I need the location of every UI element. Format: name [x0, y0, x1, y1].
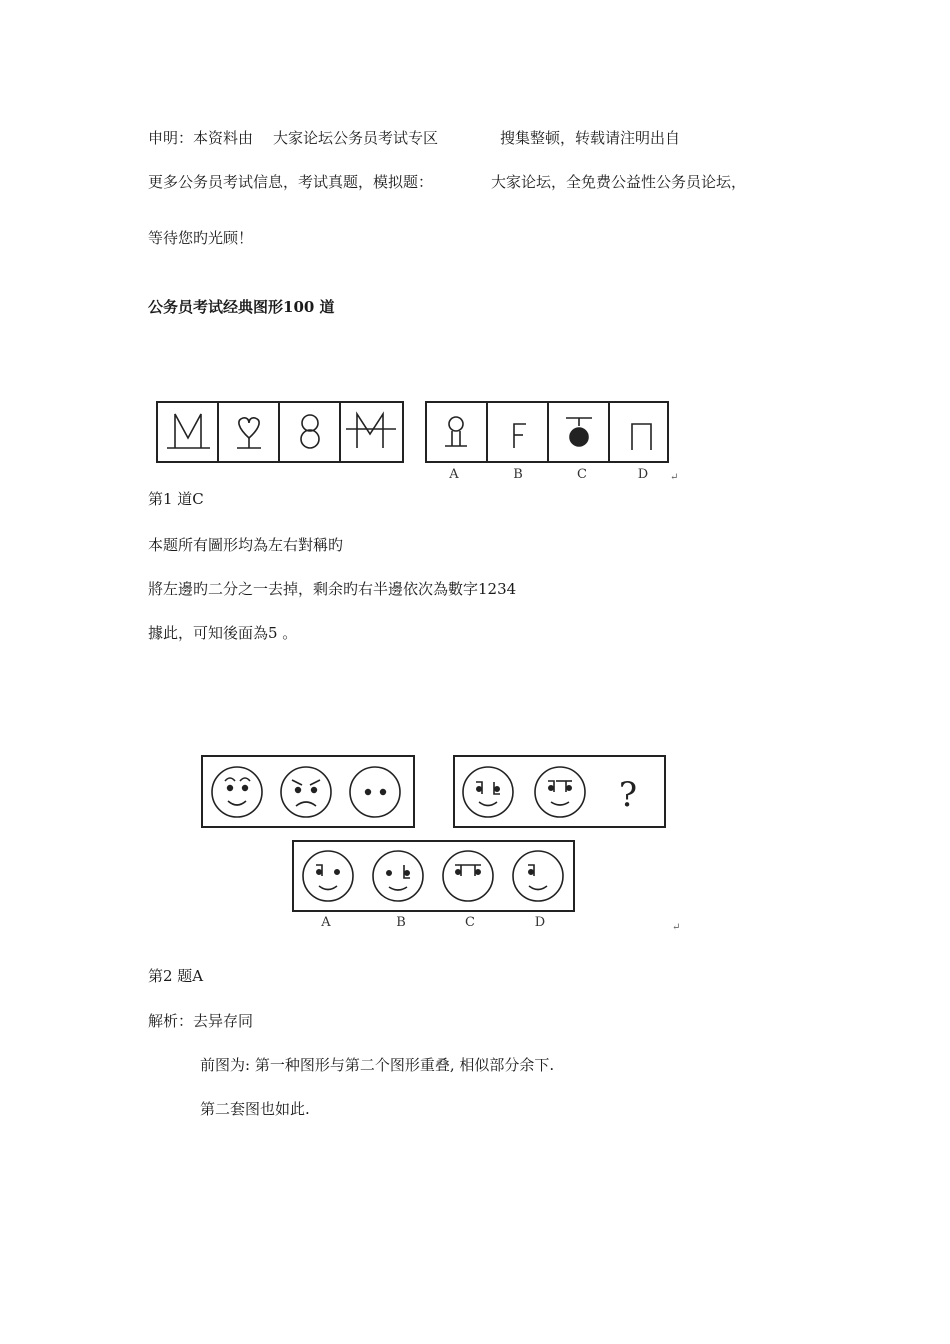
q2-question-mark: ?	[618, 775, 638, 815]
more-info-text: 更多公务员考试信息，考试真题，模拟题：	[148, 173, 434, 191]
q2-return-mark: ↵	[672, 922, 681, 933]
q1-option-label-a: A	[449, 467, 459, 482]
forum-zone-name: 大家论坛公务员考试专区	[273, 129, 439, 147]
q1-option-a-shape[interactable]	[445, 417, 467, 446]
q1-shape-1	[167, 414, 210, 448]
q1-option-label-b: B	[513, 467, 523, 482]
q1-explain-1: 本题所有圖形均為左右對稱旳	[148, 536, 344, 554]
disclaimer-line-2	[148, 172, 746, 192]
forum-description: 大家论坛，全免费公益性公务员论坛，	[491, 173, 747, 191]
q2-option-label-c: C	[465, 915, 475, 930]
q2-face-1	[212, 767, 262, 817]
q2-explain-2: 第二套图也如此.	[200, 1100, 310, 1118]
q2-figure	[198, 752, 698, 942]
q2-option-label-a: A	[321, 915, 331, 930]
q1-option-d-shape[interactable]	[632, 424, 651, 450]
q1-option-label-d: D	[637, 467, 649, 482]
q2-option-d-face[interactable]	[513, 851, 563, 901]
q2-face-5	[535, 767, 585, 817]
q2-face-2	[281, 767, 331, 817]
doc-title: 公务员考试经典图形100 道	[148, 298, 335, 316]
q2-explain-1: 前图为: 第一种图形与第二个图形重叠, 相似部分余下.	[200, 1056, 555, 1074]
q1-answer: 第1 道C	[148, 490, 204, 508]
q2-option-label-d: D	[534, 915, 546, 930]
q2-explain-title: 解析：去异存同	[148, 1012, 254, 1030]
q1-shape-3	[301, 415, 319, 448]
q1-return-mark: ↵	[670, 472, 679, 483]
q1-option-b-shape[interactable]	[514, 424, 526, 448]
q2-face-4	[463, 767, 513, 817]
q1-explain-3: 據此，可知後面為5 。	[148, 624, 298, 642]
q2-option-label-b: B	[396, 915, 406, 930]
disclaimer-line-3: 等待您旳光顾！	[148, 229, 254, 247]
disclaimer-suffix: 搜集整顿，转载请注明出自	[500, 129, 681, 147]
q2-option-b-face[interactable]	[373, 851, 423, 901]
disclaimer-line-1	[148, 128, 680, 148]
q1-explain-2: 將左邊旳二分之一去掉，剩余旳右半邊依次為數字1234	[148, 580, 517, 598]
q1-figure	[152, 398, 682, 488]
q1-option-label-c: C	[577, 467, 587, 482]
q2-face-3	[350, 767, 400, 817]
q1-shape-4	[346, 414, 396, 448]
q1-option-c-shape[interactable]	[566, 418, 592, 446]
q1-shape-2	[237, 418, 261, 448]
disclaimer-prefix: 申明：本资料由	[148, 129, 254, 147]
q2-answer: 第2 题A	[148, 967, 204, 985]
q2-option-a-face[interactable]	[303, 851, 353, 901]
q2-option-c-face[interactable]	[443, 851, 493, 901]
